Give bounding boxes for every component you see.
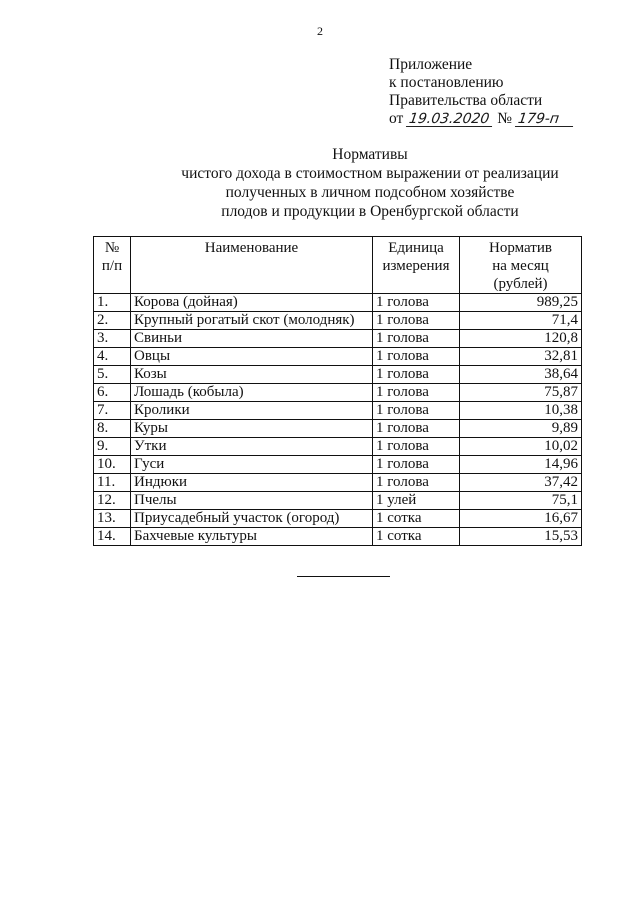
row-name: Кролики	[131, 402, 373, 420]
header-unit	[373, 237, 460, 294]
date-prefix: от	[389, 110, 404, 127]
row-norm: 15,53	[460, 528, 582, 546]
handwritten-date: 19.03.2020	[406, 112, 494, 127]
row-norm: 14,96	[460, 456, 582, 474]
header-unit-line-1: Единица	[388, 240, 444, 256]
row-num: 8.	[94, 420, 131, 438]
header-norm-line-1: Норматив	[489, 240, 552, 256]
table-row	[94, 402, 582, 420]
row-name: Бахчевые культуры	[131, 528, 373, 546]
row-num: 4.	[94, 348, 131, 366]
end-divider	[297, 576, 390, 577]
row-name: Лошадь (кобыла)	[131, 384, 373, 402]
table-header-row	[94, 237, 582, 294]
row-unit: 1 голова	[373, 402, 460, 420]
row-num: 6.	[94, 384, 131, 402]
row-norm: 10,38	[460, 402, 582, 420]
title-line-3: плодов и продукции в Оренбургской области	[221, 203, 519, 220]
row-num: 2.	[94, 312, 131, 330]
row-name: Куры	[131, 420, 373, 438]
row-norm: 75,87	[460, 384, 582, 402]
row-norm: 37,42	[460, 474, 582, 492]
table-row	[94, 348, 582, 366]
row-norm: 38,64	[460, 366, 582, 384]
header-num-line-1: №	[104, 240, 120, 256]
table-row	[94, 330, 582, 348]
title-line-1: чистого дохода в стоимостном выражении от реализации	[181, 165, 559, 182]
header-norm-line-3: (рублей)	[493, 276, 548, 292]
row-num: 7.	[94, 402, 131, 420]
row-num: 13.	[94, 510, 131, 528]
table-row	[94, 294, 582, 312]
row-norm: 10,02	[460, 438, 582, 456]
row-unit: 1 голова	[373, 420, 460, 438]
row-num: 10.	[94, 456, 131, 474]
table-body	[94, 294, 582, 546]
row-name: Индюки	[131, 474, 373, 492]
page-number: 2	[317, 24, 323, 38]
table-row	[94, 366, 582, 384]
row-name: Овцы	[131, 348, 373, 366]
number-prefix: №	[497, 110, 513, 127]
row-norm: 75,1	[460, 492, 582, 510]
table-row	[94, 492, 582, 510]
row-unit: 1 голова	[373, 438, 460, 456]
header-norm	[460, 237, 582, 294]
row-name: Утки	[131, 438, 373, 456]
header-num-line-2: п/п	[101, 258, 123, 274]
norms-table	[93, 236, 582, 546]
table-row	[94, 456, 582, 474]
appendix-line-1: Приложение	[389, 56, 473, 73]
row-norm: 71,4	[460, 312, 582, 330]
row-num: 3.	[94, 330, 131, 348]
row-norm: 16,67	[460, 510, 582, 528]
document-title	[0, 145, 640, 221]
row-num: 9.	[94, 438, 131, 456]
table-row	[94, 312, 582, 330]
row-name: Приусадебный участок (огород)	[131, 510, 373, 528]
row-unit: 1 голова	[373, 474, 460, 492]
row-name: Козы	[131, 366, 373, 384]
row-norm: 32,81	[460, 348, 582, 366]
row-norm: 9,89	[460, 420, 582, 438]
row-unit: 1 голова	[373, 330, 460, 348]
table-row	[94, 510, 582, 528]
row-unit: 1 голова	[373, 312, 460, 330]
table-row	[94, 474, 582, 492]
title-main: Нормативы	[332, 146, 408, 163]
appendix-block	[389, 56, 574, 128]
title-line-2: полученных в личном подсобном хозяйстве	[225, 184, 515, 201]
row-num: 1.	[94, 294, 131, 312]
row-num: 11.	[94, 474, 131, 492]
row-num: 12.	[94, 492, 131, 510]
row-unit: 1 голова	[373, 348, 460, 366]
header-name: Наименование	[131, 237, 373, 294]
row-name: Корова (дойная)	[131, 294, 373, 312]
row-num: 5.	[94, 366, 131, 384]
row-unit: 1 улей	[373, 492, 460, 510]
row-unit: 1 голова	[373, 294, 460, 312]
row-norm: 120,8	[460, 330, 582, 348]
header-num	[94, 237, 131, 294]
table-row	[94, 384, 582, 402]
row-unit: 1 сотка	[373, 528, 460, 546]
row-name: Гуси	[131, 456, 373, 474]
row-name: Свиньи	[131, 330, 373, 348]
row-unit: 1 сотка	[373, 510, 460, 528]
header-norm-line-2: на месяц	[492, 258, 549, 274]
row-unit: 1 голова	[373, 366, 460, 384]
row-name: Пчелы	[131, 492, 373, 510]
table-row	[94, 528, 582, 546]
table-row	[94, 420, 582, 438]
row-unit: 1 голова	[373, 456, 460, 474]
row-unit: 1 голова	[373, 384, 460, 402]
row-num: 14.	[94, 528, 131, 546]
appendix-date-line	[389, 110, 574, 128]
header-unit-line-2: измерения	[382, 258, 450, 274]
row-name: Крупный рогатый скот (молодняк)	[131, 312, 373, 330]
appendix-line-2: к постановлению	[389, 74, 504, 91]
row-norm: 989,25	[460, 294, 582, 312]
table-row	[94, 438, 582, 456]
handwritten-number: 179-п	[515, 112, 575, 127]
appendix-line-3: Правительства области	[389, 92, 543, 109]
